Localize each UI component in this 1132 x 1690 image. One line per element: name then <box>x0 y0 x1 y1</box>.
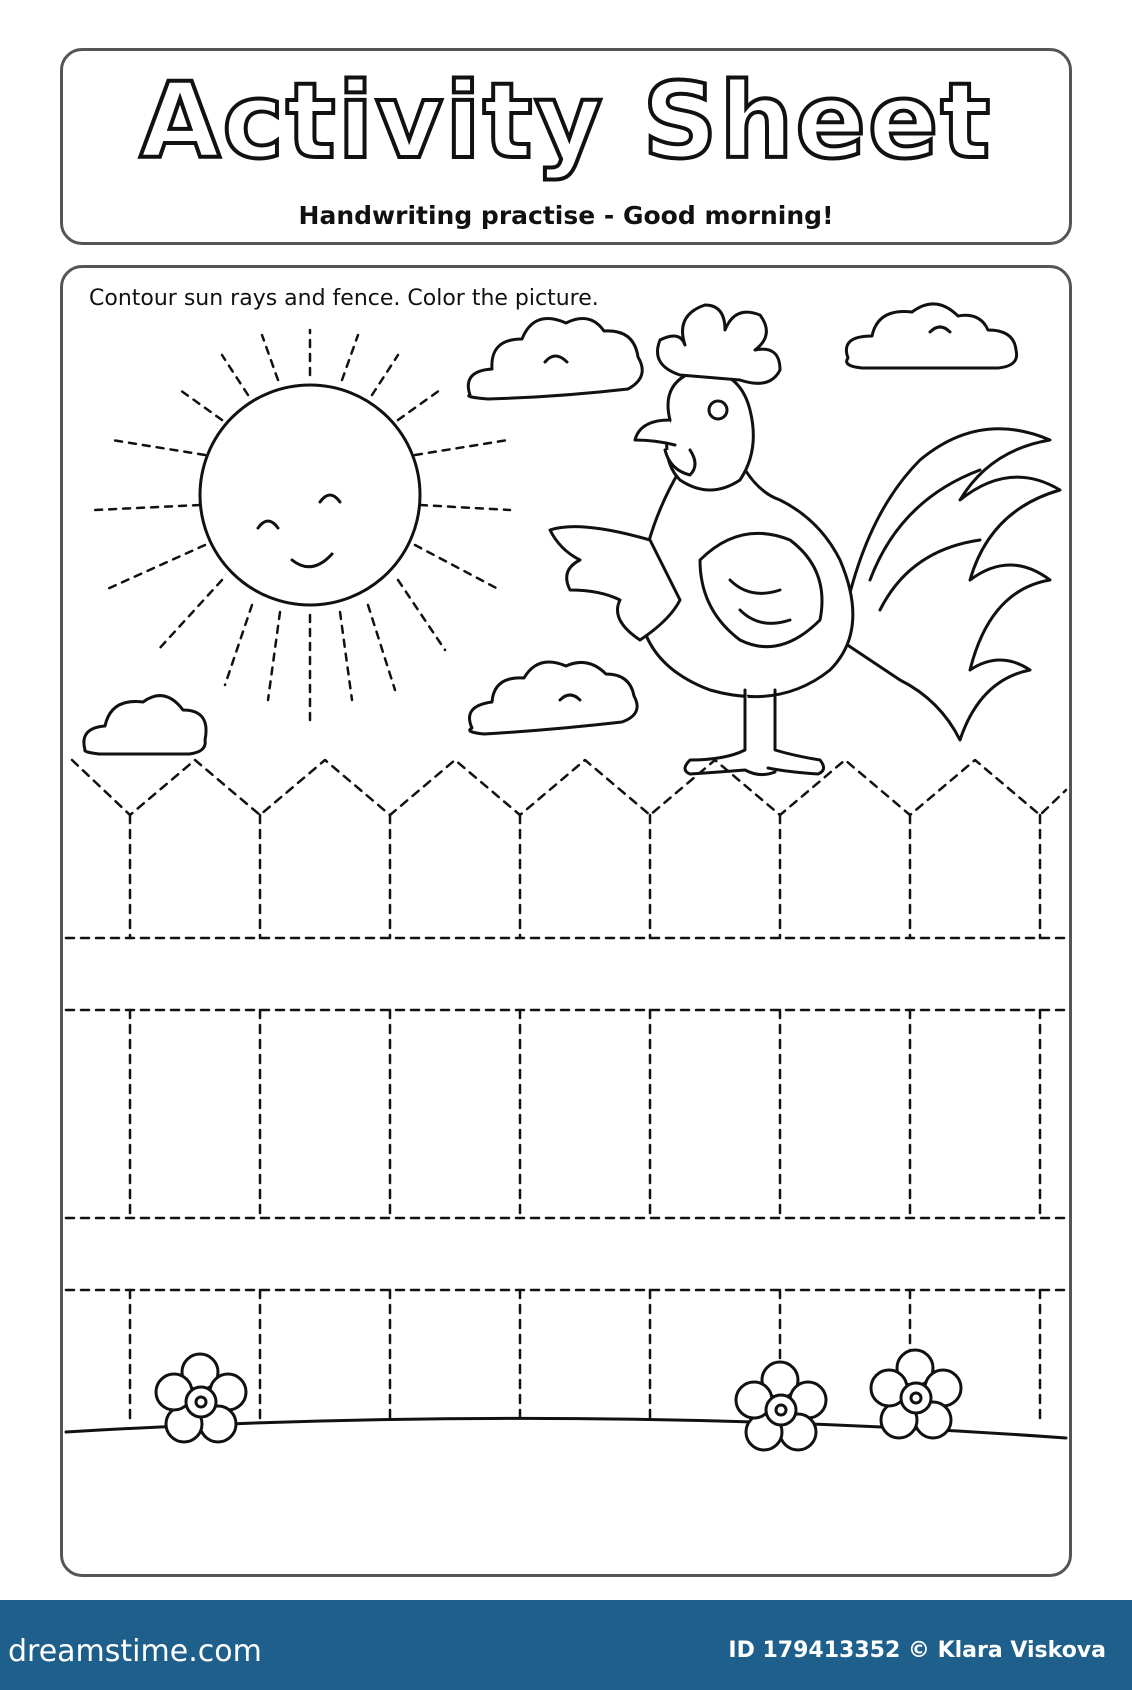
image-credit: ID 179413352 © Klara Viskova <box>728 1638 1106 1663</box>
sheet-subtitle: Handwriting practise - Good morning! <box>298 201 834 230</box>
cloud-top-right <box>846 304 1016 368</box>
flower-middle-right <box>736 1362 826 1450</box>
sheet-title: Activity Sheet <box>139 60 993 182</box>
sun-face <box>200 385 420 605</box>
cloud-middle <box>470 662 638 734</box>
flower-right <box>871 1350 961 1438</box>
instructions-text: Contour sun rays and fence. Color the picture. <box>89 286 599 311</box>
brand-logo-text: dreamstime.com <box>8 1634 262 1669</box>
footer-bar <box>0 1600 1132 1690</box>
cloud-top-middle <box>468 319 642 400</box>
fence <box>66 760 1066 1420</box>
cloud-small-left <box>84 696 206 754</box>
flower-left <box>156 1354 246 1442</box>
